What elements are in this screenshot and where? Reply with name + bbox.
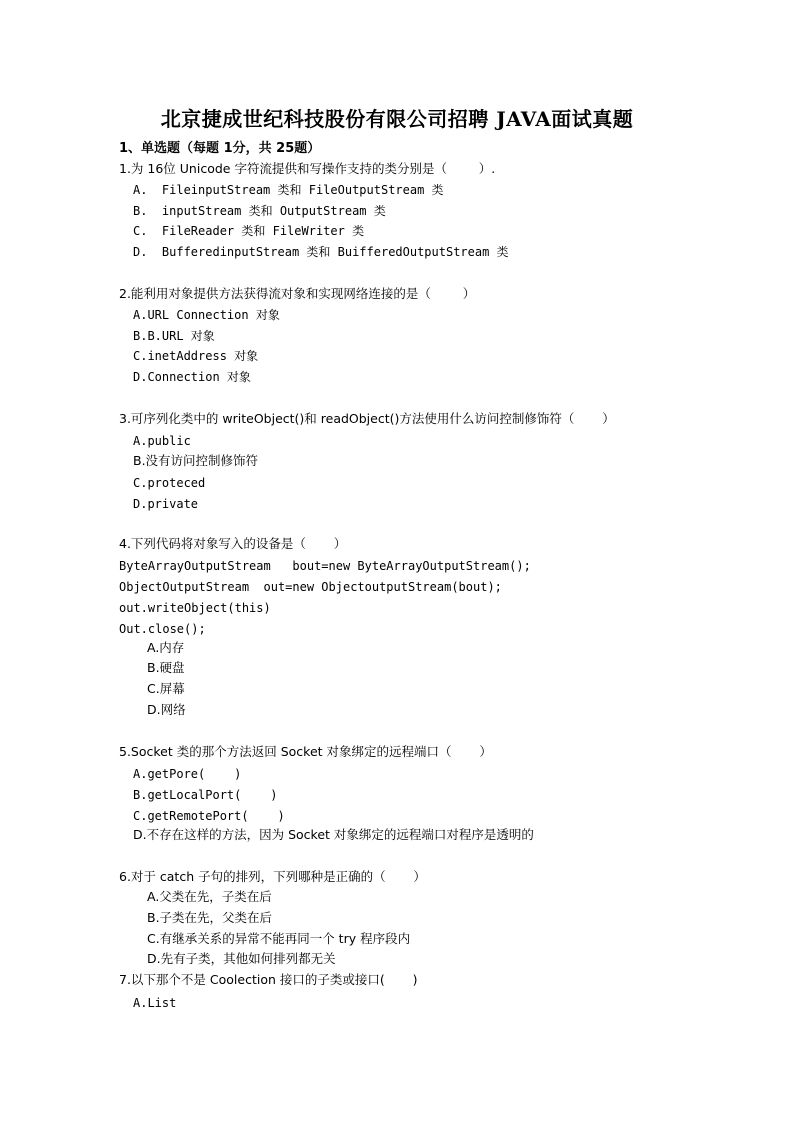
question-3-option-d: D.private (133, 497, 199, 511)
question-1-option-a: A. FileinputStream 类和 FileOutputStream 类 (133, 183, 444, 197)
question-2-option-c: C.inetAddress 对象 (133, 349, 259, 363)
question-7-stem: 7.以下那个不是 Coolection 接口的子类或接口( ) (119, 972, 418, 987)
question-6-option-b: B.子类在先，父类在后 (147, 910, 273, 925)
question-3-option-b: B.没有访问控制修饰符 (133, 453, 259, 468)
question-5-option-c: C.getRemotePort( ) (133, 809, 285, 823)
question-2-option-a: A.URL Connection 对象 (133, 308, 280, 322)
question-5-option-a: A.getPore( ) (133, 767, 242, 781)
question-5-option-b: B.getLocalPort( ) (133, 788, 278, 802)
question-1-option-c: C. FileReader 类和 FileWriter 类 (133, 224, 365, 238)
question-6-option-a: A.父类在先，子类在后 (147, 889, 272, 904)
question-1-stem: 1.为 16位 Unicode 字符流提供和写操作支持的类分别是（ ）. (119, 161, 496, 176)
question-2-option-d: D.Connection 对象 (133, 370, 251, 384)
question-7-option-a: A.List (133, 996, 177, 1010)
question-2-option-b: B.B.URL 对象 (133, 329, 215, 343)
question-4-code-line-4: Out.close(); (119, 622, 206, 636)
question-3-option-c: C.proteced (133, 476, 206, 490)
question-4-option-a: A.内存 (147, 640, 185, 655)
question-5-option-d: D.不存在这样的方法，因为 Socket 对象绑定的远程端口对程序是透明的 (133, 827, 534, 842)
question-3-option-a: A.public (133, 434, 191, 448)
question-4-stem: 4.下列代码将对象写入的设备是（ ） (119, 536, 347, 551)
question-4-code-line-2: ObjectOutputStream out=new ObjectoutputStream(bout); (119, 580, 502, 594)
question-6-stem: 6.对于 catch 子句的排列，下列哪种是正确的（ ） (119, 869, 426, 884)
question-4-option-d: D.网络 (147, 702, 186, 717)
question-1-option-b: B. inputStream 类和 OutputStream 类 (133, 204, 386, 218)
question-4-code-line-3: out.writeObject(this) (119, 601, 271, 615)
document-title: 北京捷成世纪科技股份有限公司招聘 JAVA面试真题 (160, 107, 634, 131)
question-4-option-c: C.屏幕 (147, 681, 185, 696)
question-4-option-b: B.硬盘 (147, 660, 185, 675)
question-6-option-c: C.有继承关系的异常不能再同一个 try 程序段内 (147, 931, 411, 946)
section-heading: 1、单选题（每题 1分，共 25题） (119, 141, 321, 156)
question-4-code-line-1: ByteArrayOutputStream bout=new ByteArrayOutputStream(); (119, 559, 531, 573)
question-5-stem: 5.Socket 类的那个方法返回 Socket 对象绑定的远程端口（ ） (119, 744, 492, 759)
question-3-stem: 3.可序列化类中的 writeObject()和 readObject()方法使用什么访问控制修饰符（ ） (119, 411, 615, 426)
question-6-option-d: D.先有子类，其他如何排列都无关 (147, 951, 336, 966)
question-2-stem: 2.能利用对象提供方法获得流对象和实现网络连接的是（ ） (119, 286, 476, 301)
question-1-option-d: D. BufferedinputStream 类和 BuifferedOutputStream 类 (133, 245, 509, 259)
